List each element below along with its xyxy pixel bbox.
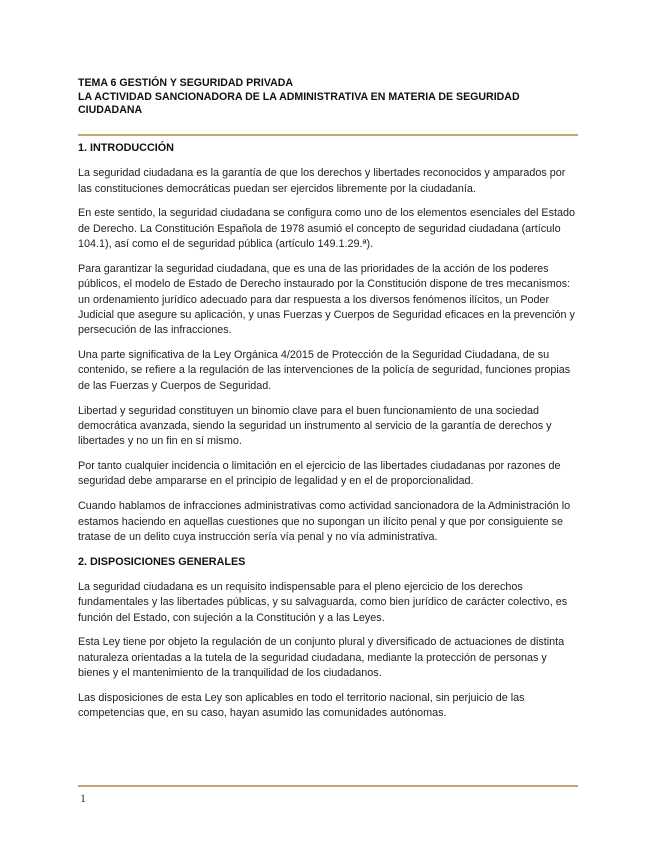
paragraph: En este sentido, la seguridad ciudadana se configura como uno de los elementos esenciales del Estado de Derecho. La Constitución Española de 1978 asumió el concepto de seguridad ciudadana (artículo 104.1), así como el de seguridad pública (artículo 149.1.29.ª).: [78, 207, 575, 251]
paragraph: Para garantizar la seguridad ciudadana, que es una de las prioridades de la acción de los poderes públicos, el modelo de Estado de Derecho instaurado por la Constitución dispone de tres mecanismos: un ordenamiento jurídico adecuado para dar respuesta a los diversos fenómenos ilícitos, un Poder Judicial que asegure su aplicación, y unas Fuerzas y Cuerpos de Seguridad eficaces en la prevención y persecución de las infracciones.: [78, 262, 575, 337]
footer-divider: [78, 785, 578, 787]
header-subtitle: LA ACTIVIDAD SANCIONADORA DE LA ADMINISTRATIVA EN MATERIA DE SEGURIDAD CIUDADANA: [78, 90, 520, 116]
paragraph: Cuando hablamos de infracciones administrativas como actividad sancionadora de la Administración lo estamos haciendo en aquellas cuestiones que no supongan un ilícito penal y que por consiguiente se tratase de un delito cuya instrucción sería vía penal y no vía administrativa.: [78, 500, 571, 543]
header-divider: [78, 134, 578, 136]
document-body: [78, 141, 578, 731]
page-number: 1: [80, 791, 86, 805]
paragraph: Por tanto cualquier incidencia o limitación en el ejercicio de las libertades ciudadanas por razones de seguridad debe ampararse en el principio de legalidad y en el de proporcionalidad.: [78, 460, 561, 488]
paragraph: Esta Ley tiene por objeto la regulación de un conjunto plural y diversificado de actuaciones de distinta naturaleza orientadas a la tutela de la seguridad ciudadana, mediante la protección de personas y bienes y el mantenimiento de la tranquilidad de los ciudadanos.: [78, 636, 565, 680]
section-title-disposiciones-generales: 2. DISPOSICIONES GENERALES: [78, 555, 246, 568]
paragraph: Libertad y seguridad constituyen un binomio clave para el buen funcionamiento de una sociedad democrática avanzada, siendo la seguridad un instrumento al servicio de la garantía de derechos y libertades y no un fin en sí mismo.: [78, 404, 552, 448]
document-header: [78, 77, 578, 118]
section-title-introduccion: 1. INTRODUCCIÓN: [78, 142, 174, 154]
paragraph: La seguridad ciudadana es un requisito indispensable para el pleno ejercicio de los derechos fundamentales y las libertades públicas, y su salvaguarda, como bien jurídico de carácter colectivo, es función del Estado, con sujeción a la Constitución y a las Leyes.: [78, 580, 568, 624]
paragraph: La seguridad ciudadana es la garantía de que los derechos y libertades reconocidos y amparados por las constituciones democráticas puedan ser ejercidos libremente por la ciudadanía.: [78, 167, 566, 195]
header-topic-title: TEMA 6 GESTIÓN Y SEGURIDAD PRIVADA: [78, 77, 294, 89]
paragraph: Las disposiciones de esta Ley son aplicables en todo el territorio nacional, sin perjuicio de las competencias que, en su caso, hayan asumido las comunidades autónomas.: [78, 691, 525, 720]
paragraph: Una parte significativa de la Ley Orgánica 4/2015 de Protección de la Seguridad Ciudadana, de su contenido, se refiere a la regulación de las intervenciones de la policía de seguridad, funciones propias de las Fuerzas y Cuerpos de Seguridad.: [78, 349, 571, 392]
